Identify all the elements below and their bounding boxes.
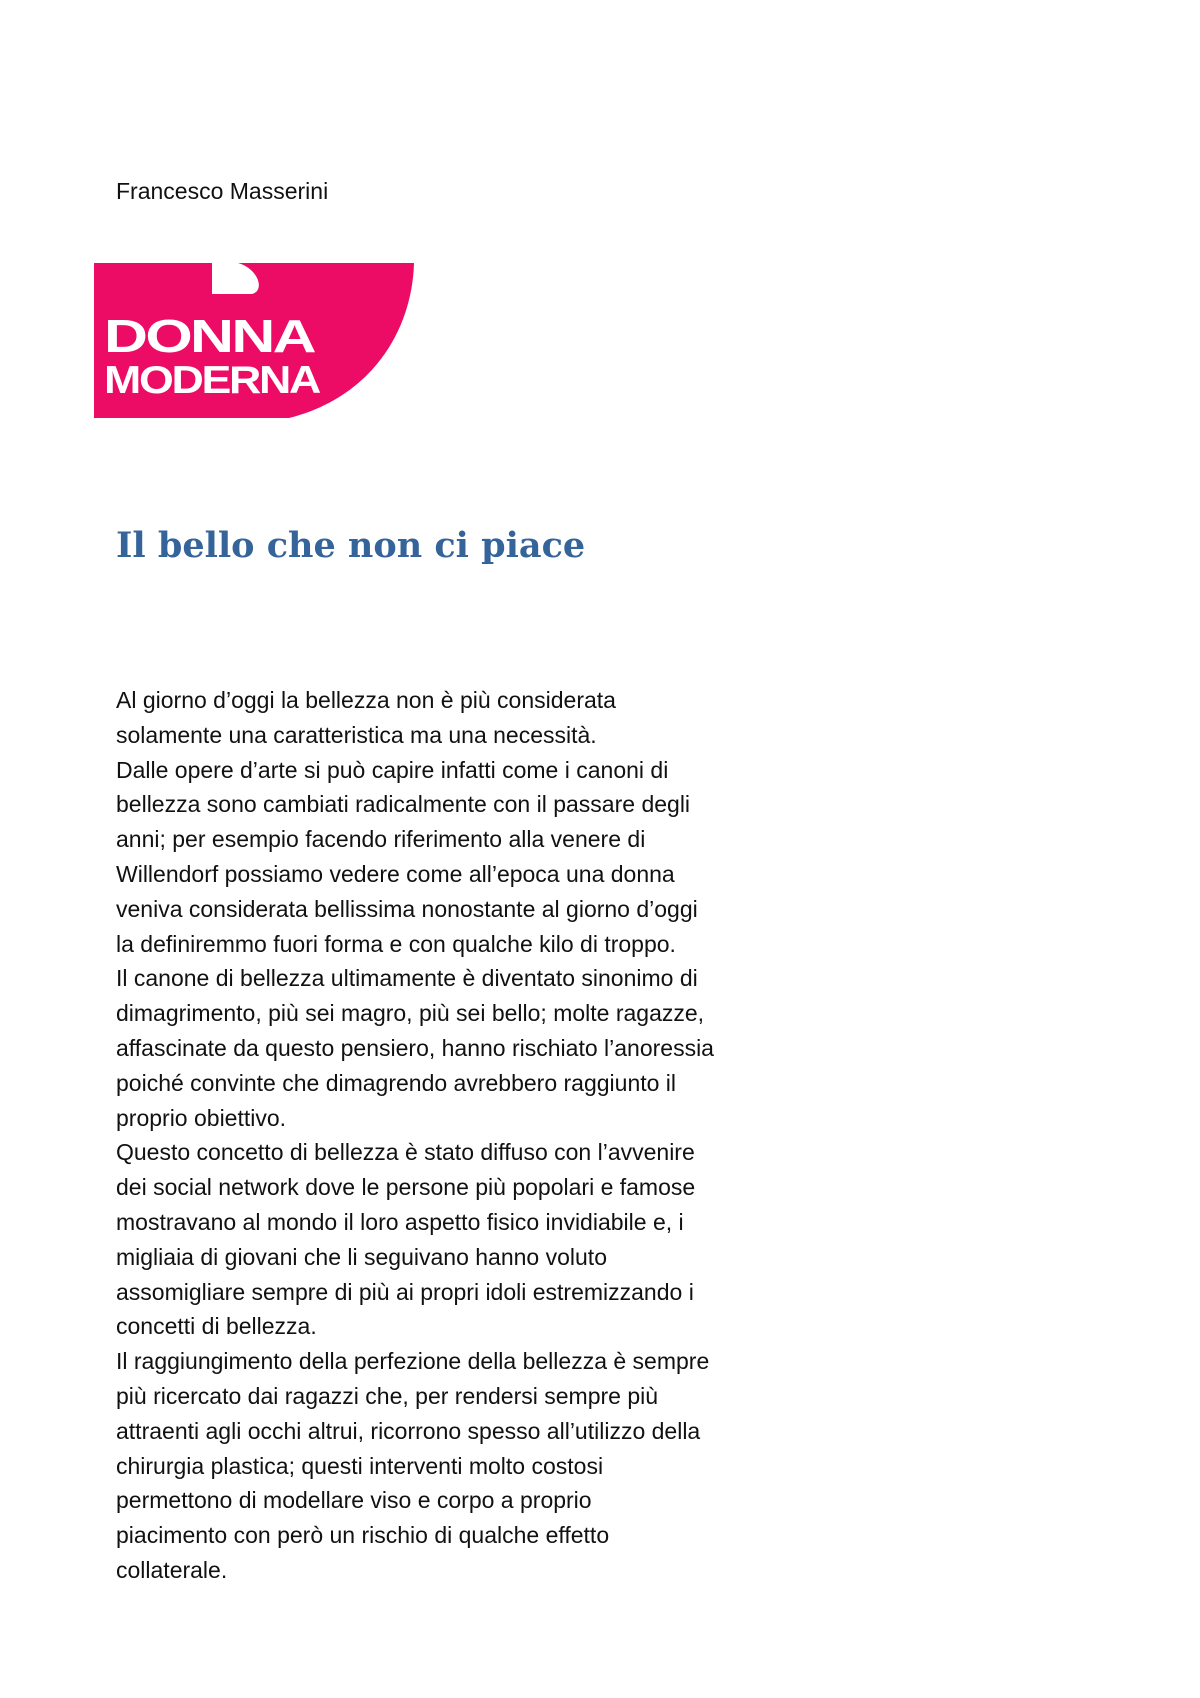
body-line: affascinate da questo pensiero, hanno rischiato l’anoressia [116, 1034, 714, 1061]
body-line: veniva considerata bellissima nonostante al giorno d’oggi [116, 895, 698, 922]
body-line: dei social network dove le persone più popolari e famose [116, 1174, 696, 1201]
body-line: migliaia di giovani che li seguivano hanno voluto [116, 1243, 607, 1270]
body-line: Willendorf possiamo vedere come all’epoca una donna [116, 860, 675, 887]
body-line: Il canone di bellezza ultimamente è diventato sinonimo di [116, 965, 698, 992]
logo-line-moderna: MODERNA [104, 359, 322, 402]
body-line: solamente una caratteristica ma una necessità. [116, 721, 597, 748]
article-body [116, 683, 836, 1588]
donna-moderna-logo-icon [94, 263, 414, 418]
body-line: collaterale. [116, 1556, 228, 1583]
body-line: attraenti agli occhi altrui, ricorrono spesso all’utilizzo della [116, 1417, 701, 1444]
body-line: dimagrimento, più sei magro, più sei bello; molte ragazze, [116, 1000, 705, 1027]
body-line: più ricercato dai ragazzi che, per rendersi sempre più [116, 1382, 659, 1409]
donna-moderna-logo [94, 263, 414, 418]
body-line: proprio obiettivo. [116, 1104, 287, 1131]
body-line: bellezza sono cambiati radicalmente con il passare degli [116, 791, 691, 818]
body-line: piacimento con però un rischio di qualche effetto [116, 1522, 610, 1549]
body-line: anni; per esempio facendo riferimento alla venere di [116, 826, 646, 853]
body-line: concetti di bellezza. [116, 1313, 317, 1340]
body-line: chirurgia plastica; questi interventi molto costosi [116, 1452, 604, 1479]
logo-line-donna: DONNA [104, 310, 316, 362]
article-title: Il bello che non ci piace [116, 525, 586, 566]
body-line: la definiremmo fuori forma e con qualche kilo di troppo. [116, 930, 676, 957]
body-line: mostravano al mondo il loro aspetto fisico invidiabile e, i [116, 1208, 684, 1235]
author-name: Francesco Masserini [116, 178, 329, 204]
body-line: poiché convinte che dimagrendo avrebbero raggiunto il [116, 1069, 677, 1096]
body-line: permettono di modellare viso e corpo a proprio [116, 1487, 592, 1514]
body-line: Al giorno d’oggi la bellezza non è più considerata [116, 687, 616, 713]
body-line: Questo concetto di bellezza è stato diffuso con l’avvenire [116, 1139, 695, 1166]
body-line: Il raggiungimento della perfezione della bellezza è sempre [116, 1348, 710, 1375]
body-line: assomigliare sempre di più ai propri idoli estremizzando i [116, 1278, 694, 1305]
body-line: Dalle opere d’arte si può capire infatti come i canoni di [116, 756, 669, 783]
